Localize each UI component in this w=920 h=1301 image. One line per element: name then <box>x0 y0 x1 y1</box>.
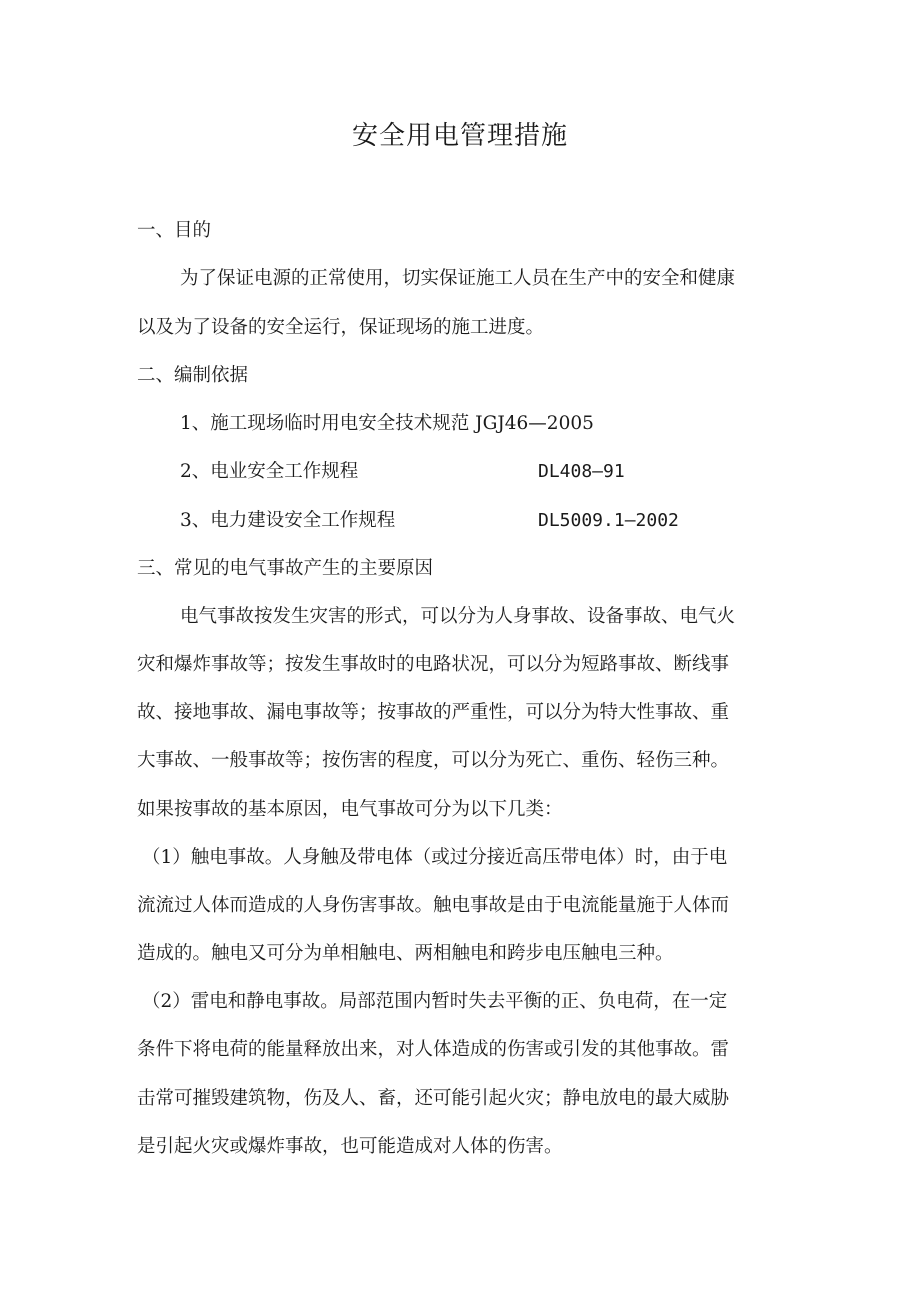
reference-item: 1、施工现场临时用电安全技术规范 JGJ46—2005 <box>180 413 594 434</box>
paragraph-line: 故、接地事故、漏电事故等；按事故的严重性，可以分为特大性事故、重 <box>137 702 730 723</box>
paragraph-line: 电气事故按发生灾害的形式，可以分为人身事故、设备事故、电气火 <box>180 606 736 627</box>
paragraph-line: 造成的。触电又可分为单相触电、两相触电和跨步电压触电三种。 <box>137 943 674 964</box>
paragraph-line: 以及为了设备的安全运行，保证现场的施工进度。 <box>137 317 545 338</box>
paragraph-line: 是引起火灾或爆炸事故，也可能造成对人体的伤害。 <box>137 1136 563 1157</box>
reference-item: 3、电力建设安全工作规程 <box>180 510 396 531</box>
paragraph-line: 灾和爆炸事故等；按发生事故时的电路状况，可以分为短路事故、断线事 <box>137 654 730 675</box>
section-heading-causes: 三、常见的电气事故产生的主要原因 <box>137 558 434 579</box>
reference-item: 2、电业安全工作规程 <box>180 461 359 482</box>
reference-code: DL5009.1—2002 <box>538 510 679 531</box>
paragraph-line: （1）触电事故。人身触及带电体（或过分接近高压带电体）时，由于电 <box>142 847 728 868</box>
paragraph-line: 大事故、一般事故等；按伤害的程度，可以分为死亡、重伤、轻伤三种。 <box>137 750 730 771</box>
paragraph-line: 为了保证电源的正常使用，切实保证施工人员在生产中的安全和健康 <box>180 268 736 289</box>
reference-code: DL408—91 <box>538 461 625 482</box>
paragraph-line: 条件下将电荷的能量释放出来，对人体造成的伤害或引发的其他事故。雷 <box>137 1039 730 1060</box>
paragraph-line: 流流过人体而造成的人身伤害事故。触电事故是由于电流能量施于人体而 <box>137 895 730 916</box>
section-heading-purpose: 一、目的 <box>137 220 212 241</box>
paragraph-line: （2）雷电和静电事故。局部范围内暂时失去平衡的正、负电荷，在一定 <box>142 991 728 1012</box>
document-title: 安全用电管理措施 <box>351 121 568 151</box>
paragraph-line: 击常可摧毁建筑物，伤及人、畜，还可能引起火灾；静电放电的最大威胁 <box>137 1088 730 1109</box>
section-heading-basis: 二、编制依据 <box>137 365 249 386</box>
paragraph-line: 如果按事故的基本原因，电气事故可分为以下几类： <box>137 799 563 820</box>
